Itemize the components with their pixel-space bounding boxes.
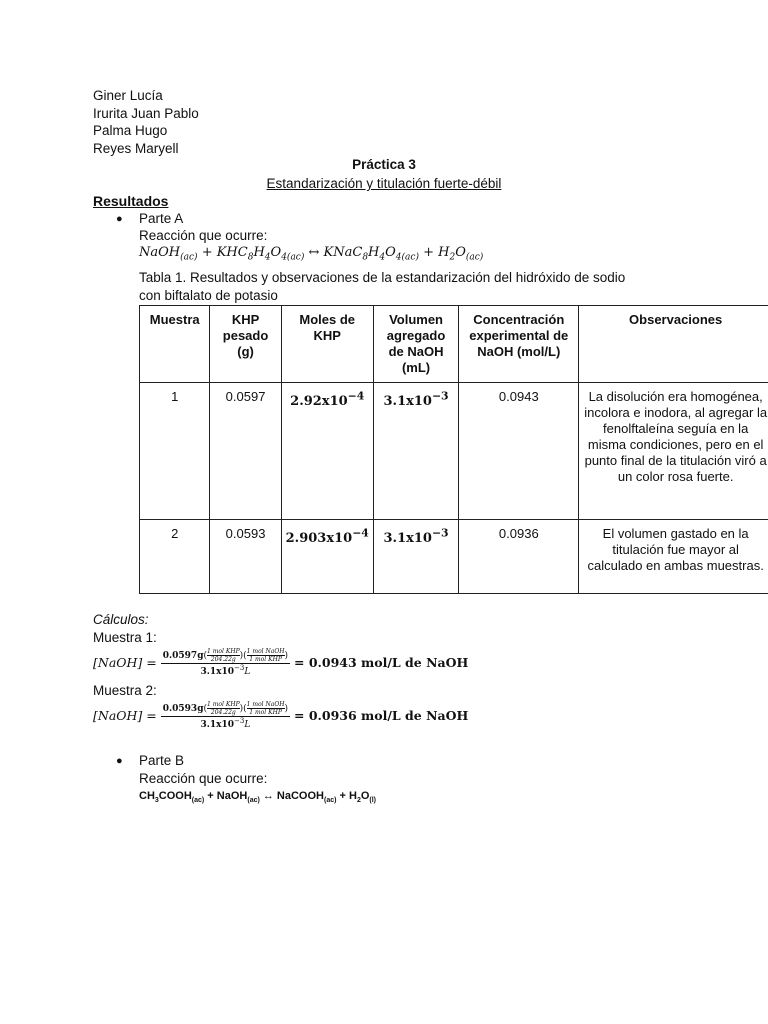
bullet-icon: ● bbox=[116, 213, 123, 225]
part-b-reaction: $CH_3COOH_{(ac)}$ + NaOH$_{(ac)}$ ↔ NaCOOH$_{(ac)}$ + $H_2O_{(l)}$ bbox=[139, 790, 377, 805]
calculos-label: Cálculos: bbox=[93, 612, 149, 627]
cell-muestra: 2 bbox=[140, 520, 210, 594]
table-row bbox=[140, 520, 768, 594]
cell-moles: $2.903x10^{-4}$ bbox=[281, 520, 373, 594]
authors-block bbox=[93, 87, 199, 157]
header-cell: KHP pesado (g) bbox=[210, 306, 281, 383]
cell-khp: 0.0593 bbox=[210, 520, 281, 594]
part-b-reaction-label: Reacción que ocurre: bbox=[139, 771, 268, 786]
table-header-row bbox=[140, 306, 768, 383]
practice-subtitle: Estandarización y titulación fuerte-débil bbox=[266, 176, 502, 191]
header-cell: Volumen agregado de NaOH (mL) bbox=[373, 306, 458, 383]
part-a-label: Parte A bbox=[139, 211, 184, 226]
cell-volumen: $3.1x10^{-3}$ bbox=[373, 520, 458, 594]
cell-volumen: $3.1x10^{-3}$ bbox=[373, 383, 458, 520]
header-cell: Concentración experimental de NaOH (mol/L) bbox=[459, 306, 579, 383]
cell-concentracion: 0.0936 bbox=[459, 520, 579, 594]
cell-khp: 0.0597 bbox=[210, 383, 281, 520]
cell-concentracion: 0.0943 bbox=[459, 383, 579, 520]
table-caption-cont: con biftalato de potasio bbox=[139, 288, 278, 303]
part-a-reaction-label: Reacción que ocurre: bbox=[139, 228, 268, 243]
calc-equation: [NaOH] = 0.0597g( $\frac{\text{1 mol KHP}}{204.22g}$ )( $\frac{\text{1 mol NaOH}}{\text{1 mol KHP}}$ ) $3.1x10^{-3}L$ = 0.0943 mol/L de NaOH bbox=[93, 648, 469, 677]
results-table bbox=[139, 305, 768, 594]
cell-muestra: 1 bbox=[140, 383, 210, 520]
practice-title: Práctica 3 bbox=[352, 157, 416, 172]
author-name: Reyes Maryell bbox=[93, 140, 179, 156]
header-cell: Muestra bbox=[140, 306, 210, 383]
cell-observaciones: La disolución era homogénea, incolora e inodora, al agregar la fenolftaleína seguía en la misma condiciones, pero en el punto final de la titulación viró a un color rosa fuerte. bbox=[579, 383, 768, 520]
calc-sample-label: Muestra 2: bbox=[93, 683, 157, 698]
table-caption: Tabla 1. Resultados y observaciones de la estandarización del hidróxido de sodio bbox=[139, 270, 626, 285]
cell-observaciones: El volumen gastado en la titulación fue mayor al calculado en ambas muestras. bbox=[579, 520, 768, 594]
calc-sample-label: Muestra 1: bbox=[93, 630, 157, 645]
author-name: Irurita Juan Pablo bbox=[93, 105, 199, 121]
header-cell: Moles de KHP bbox=[281, 306, 373, 383]
part-b-label: Parte B bbox=[139, 753, 185, 768]
calc-equation: [NaOH] = 0.0593g( $\frac{\text{1 mol KHP}}{204.22g}$ )( $\frac{\text{1 mol NaOH}}{\text{1 mol KHP}}$ ) $3.1x10^{-3}L$ = 0.0936 mol/L de NaOH bbox=[93, 701, 469, 730]
author-name: Giner Lucía bbox=[93, 88, 163, 103]
cell-moles: $2.92x10^{-4}$ bbox=[281, 383, 373, 520]
table-row bbox=[140, 383, 768, 520]
header-cell: Observaciones bbox=[579, 306, 768, 383]
author-name: Palma Hugo bbox=[93, 123, 168, 138]
section-heading: Resultados bbox=[93, 193, 169, 209]
bullet-icon: ● bbox=[116, 755, 123, 767]
part-a-reaction: NaOH$_{(ac)}$ + $KHC_8H_4O_{4(ac)}$ ↔ $KNaC_8H_4O_{4(ac)} + H_2O_{(ac)}$ bbox=[139, 245, 484, 263]
